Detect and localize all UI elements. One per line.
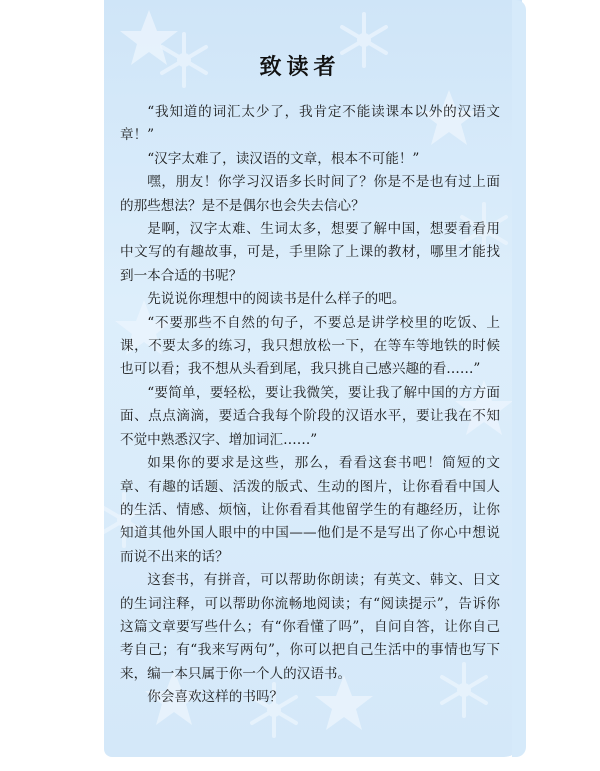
paragraph: “不要那些不自然的句子，不要总是讲学校里的吃饭、上课，不要太多的练习，我只想放松一下，在等车等地铁的时候也可以看；我不想从头看到尾，我只挑自己感兴趣的看……”	[120, 314, 500, 378]
paragraph: “我知道的词汇太少了，我肯定不能读课本以外的汉语文章！”	[120, 104, 500, 144]
paragraph: “要简单，要轻松，要让我微笑，要让我了解中国的方方面面、点点滴滴，要适合我每个阶段的汉语水平，要让我在不知不觉中熟悉汉字、增加词汇……”	[120, 384, 500, 448]
paragraph: 你会喜欢这样的书吗？	[147, 689, 284, 706]
page-title: 致读者	[259, 55, 341, 80]
paragraph: 是啊，汉字太难、生词太多，想要了解中国，想要看看用中文写的有趣故事，可是，手里除了上课的教材，哪里才能找到一本合适的书呢？	[120, 221, 500, 284]
paragraph: “汉字太难了，读汉语的文章，根本不可能！”	[147, 150, 420, 167]
paragraph: 这套书，有拼音，可以帮助你朗读；有英文、韩文、日文的生词注释，可以帮助你流畅地阅读；有“阅读提示”，告诉你这篇文章要写些什么；有“你看懂了吗”，自问自答，让你自己考自己；有“我来写两句”，你可以把自己生活中的事情也写下来，编一本只属于你一个人的汉语书。	[120, 572, 500, 682]
paragraph: 嘿，朋友！你学习汉语多长时间了？你是不是也有过上面的那些想法？是不是偶尔也会失去信心？	[120, 174, 500, 214]
panel-edge	[512, 0, 526, 757]
paragraph: 如果你的要求是这些，那么，看看这套书吧！简短的文章、有趣的话题、活泼的版式、生动的图片，让你看看中国人的生活、情感、烦恼，让你看看其他留学生的有趣经历，让你知道其他外国人眼中的中国——他们是不是写出了你心中想说而说不出来的话？	[120, 455, 500, 565]
paragraph: 先说说你理想中的阅读书是什么样子的吧。	[147, 291, 406, 308]
preface-body	[120, 101, 500, 710]
